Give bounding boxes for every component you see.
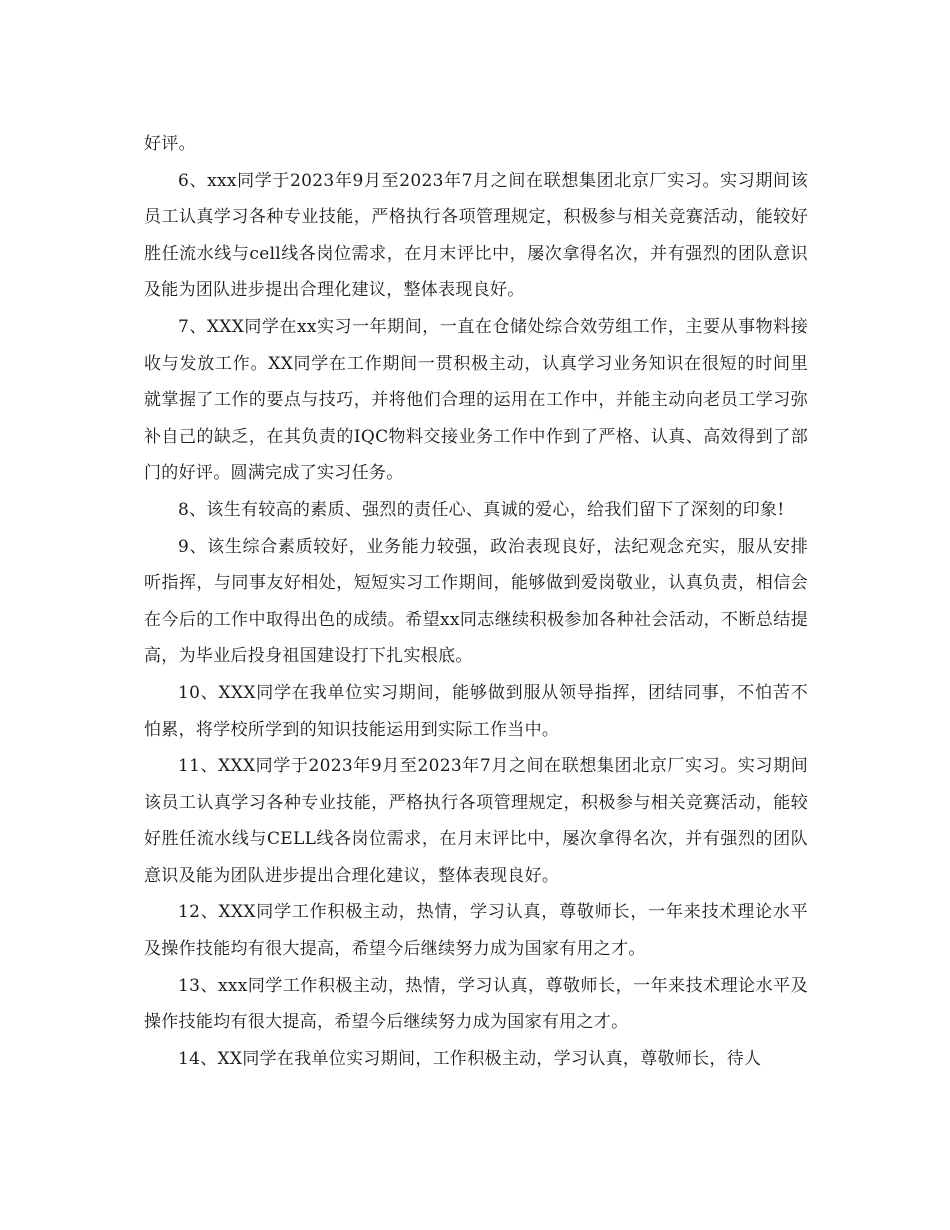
paragraph-item-10: 10、XXX同学在我单位实习期间，能够做到服从领导指挥，团结同事，不怕苦不怕累，将学校所学到的知识技能运用到实际工作当中。 <box>144 682 808 740</box>
document-body <box>144 126 808 1077</box>
paragraph-item-8: 8、该生有较高的素质、强烈的责任心、真诚的爱心，给我们留下了深刻的印象! <box>178 499 785 520</box>
paragraph-item-14: 14、XX同学在我单位实习期间，工作积极主动，学习认真，尊敬师长，待人 <box>178 1048 762 1069</box>
paragraph-item-7: 7、XXX同学在xx实习一年期间，一直在仓储处综合效劳组工作，主要从事物料接收与发放工作。XX同学在工作期间一贯积极主动，认真学习业务知识在很短的时间里就掌握了工作的要点与技巧，并将他们合理的运用在工作中，并能主动向老员工学习弥补自己的缺乏，在其负责的IQC物料交接业务工作中作到了严格、认真、高效得到了部门的好评。圆满完成了实习任务。 <box>144 316 808 484</box>
paragraph-item-6: 6、xxx同学于2023年9月至2023年7月之间在联想集团北京厂实习。实习期间该员工认真学习各种专业技能，严格执行各项管理规定，积极参与相关竞赛活动，能较好胜任流水线与cell线各岗位需求，在月末评比中，屡次拿得名次，并有强烈的团队意识及能为团队进步提出合理化建议，整体表现良好。 <box>144 170 808 301</box>
paragraph-item-12: 12、XXX同学工作积极主动，热情，学习认真，尊敬师长，一年来技术理论水平及操作技能均有很大提高，希望今后继续努力成为国家有用之才。 <box>144 902 808 960</box>
paragraph-continuation: 好评。 <box>144 134 196 154</box>
paragraph-item-9: 9、该生综合素质较好，业务能力较强，政治表现良好，法纪观念充实，服从安排听指挥，与同事友好相处，短短实习工作期间，能够做到爱岗敬业，认真负责，相信会在今后的工作中取得出色的成绩。希望xx同志继续积极参加各种社会活动，不断总结提高，为毕业后投身祖国建设打下扎实根底。 <box>144 536 808 667</box>
paragraph-item-11: 11、XXX同学于2023年9月至2023年7月之间在联想集团北京厂实习。实习期间该员工认真学习各种专业技能，严格执行各项管理规定，积极参与相关竞赛活动，能较好胜任流水线与CELL线各岗位需求，在月末评比中，屡次拿得名次，并有强烈的团队意识及能为团队进步提出合理化建议，整体表现良好。 <box>144 756 808 886</box>
paragraph-item-13: 13、xxx同学工作积极主动，热情，学习认真，尊敬师长，一年来技术理论水平及操作技能均有很大提高，希望今后继续努力成为国家有用之才。 <box>144 975 808 1033</box>
